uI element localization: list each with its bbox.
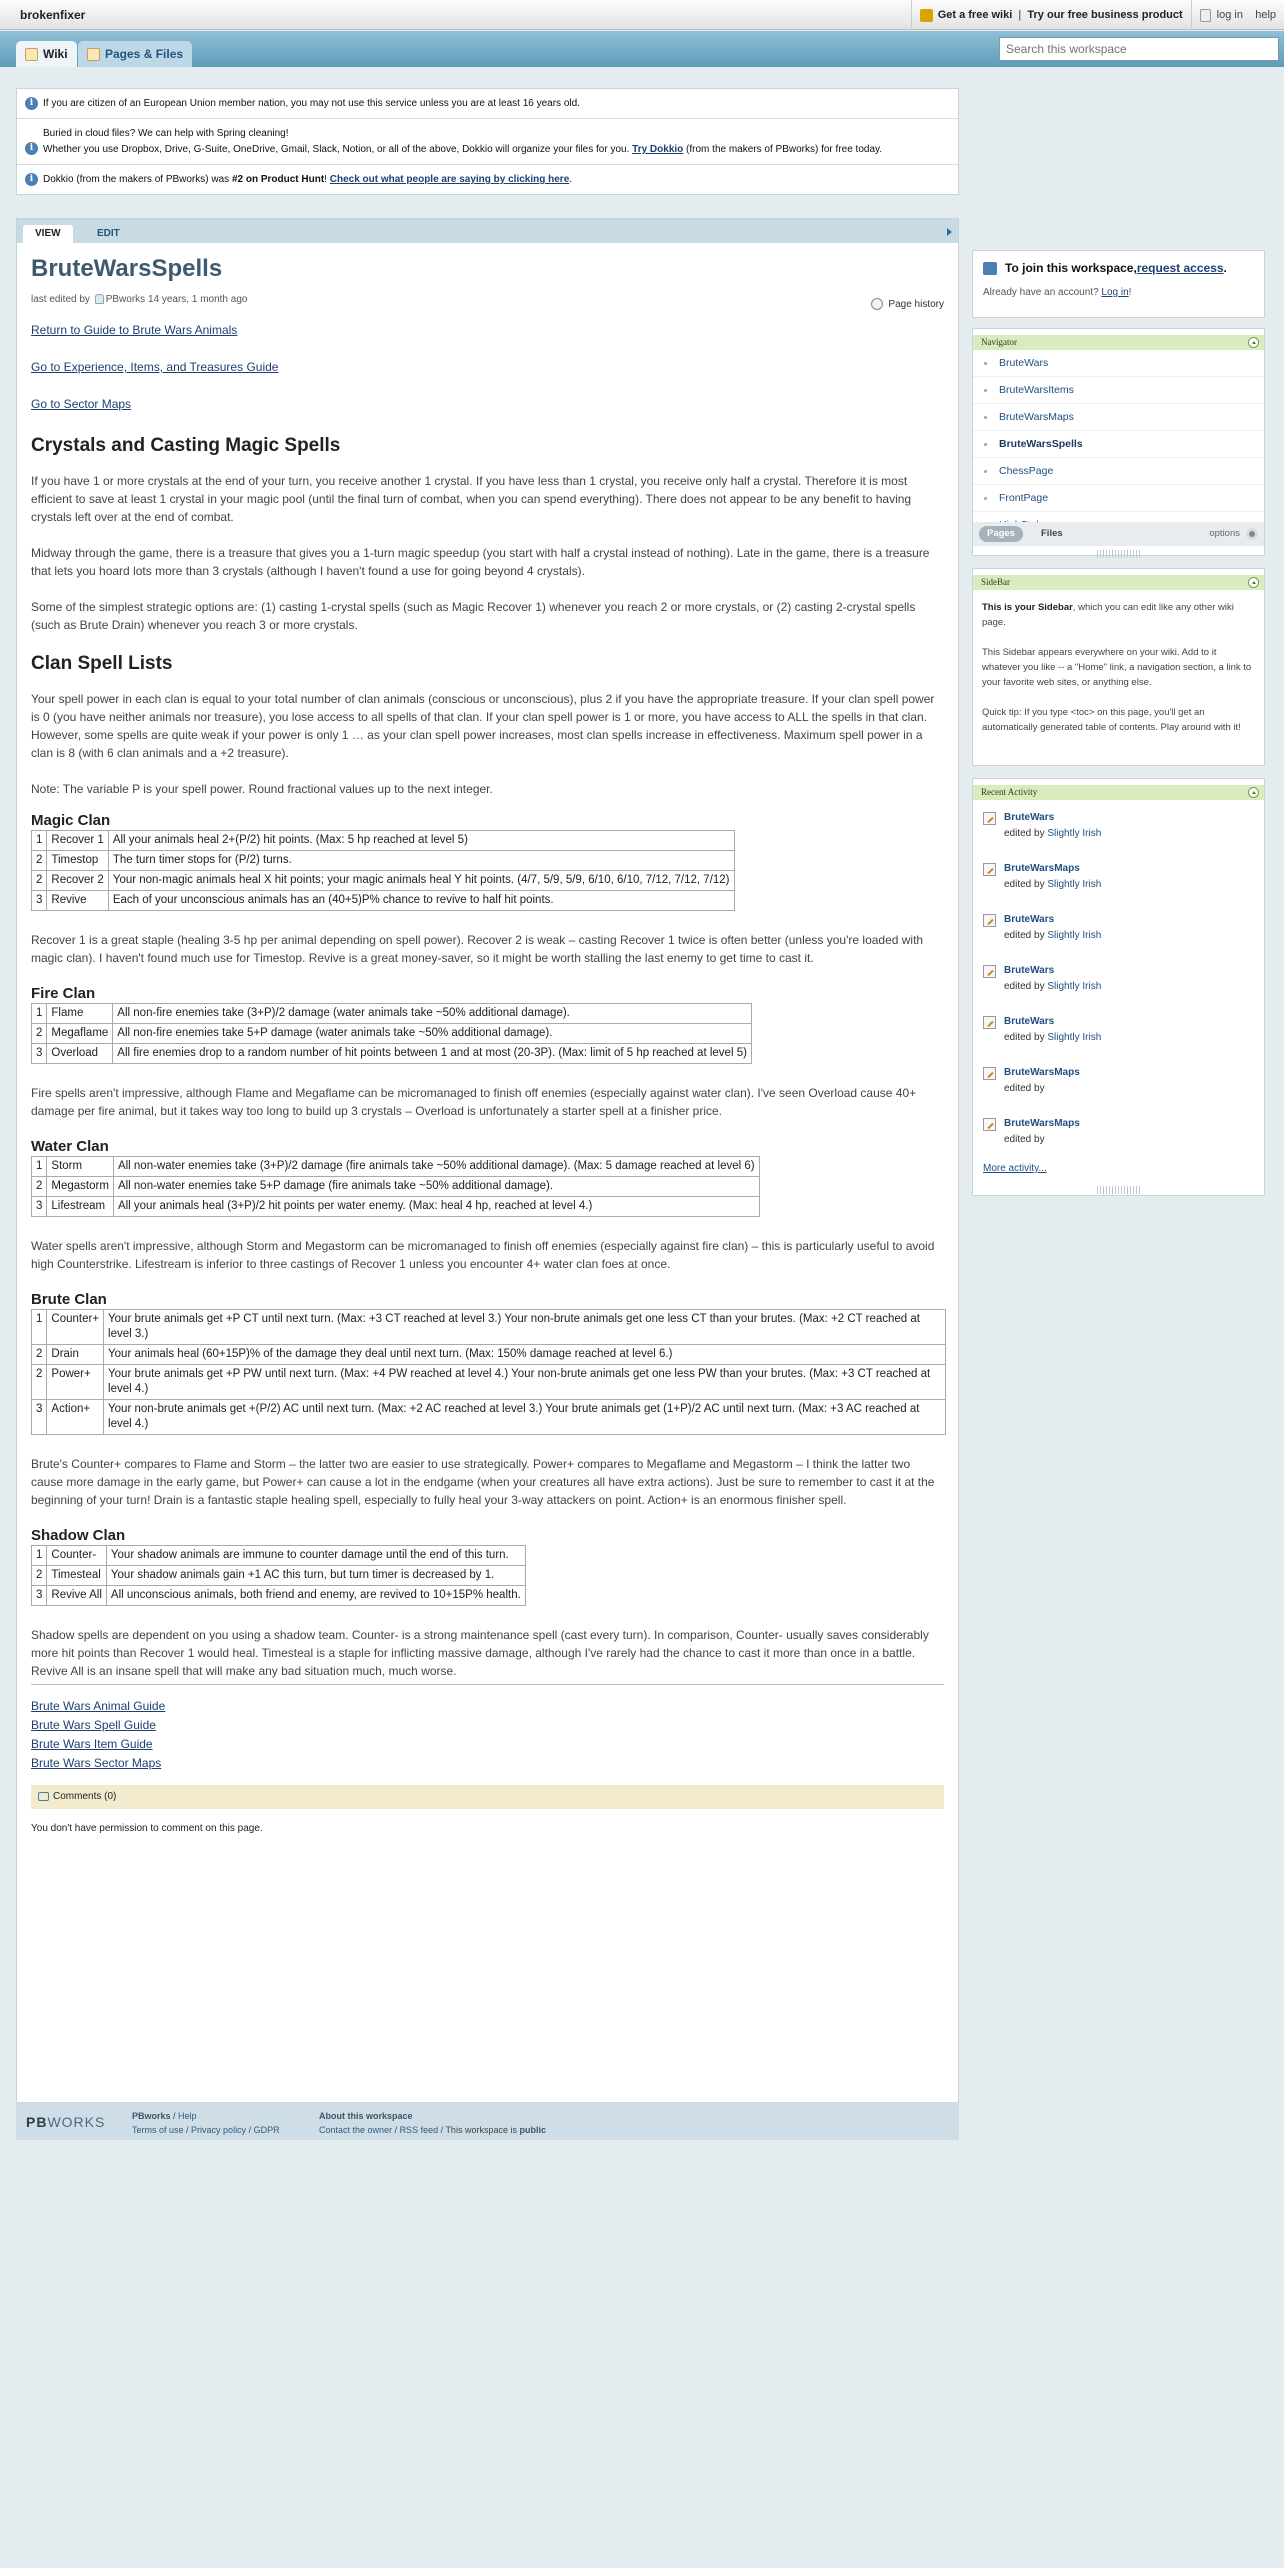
fire-clan-table bbox=[31, 1003, 752, 1064]
nav-item[interactable]: BruteWarsMaps bbox=[973, 404, 1264, 431]
terms-link[interactable]: Terms of use bbox=[132, 2125, 184, 2135]
mode-bar bbox=[17, 219, 958, 243]
page-history-link[interactable]: Page history bbox=[871, 298, 944, 310]
heading-brute-clan: Brute Clan bbox=[31, 1291, 107, 1308]
folder-icon bbox=[87, 48, 100, 61]
divider bbox=[31, 1684, 944, 1685]
nav-item[interactable]: ChessPage bbox=[973, 458, 1264, 485]
activity-item: BruteWars edited by Slightly Irish bbox=[973, 1008, 1264, 1059]
collapse-icon[interactable] bbox=[1248, 787, 1259, 798]
tab-pages-files[interactable]: Pages & Files bbox=[78, 41, 192, 67]
edit-icon bbox=[983, 863, 996, 876]
login-group bbox=[1191, 0, 1284, 30]
activity-user-link[interactable]: Slightly Irish bbox=[1047, 981, 1102, 992]
shadow-clan-table bbox=[31, 1545, 526, 1606]
more-activity-link[interactable]: More activity... bbox=[983, 1163, 1047, 1174]
table-row: 2 Power+ Your brute animals get +P PW until next turn. (Max: +4 PW reached at level 4.) Your non-brute animals get one less PW than your brutes. (Max: +3 CT reached at level 4.) bbox=[32, 1365, 946, 1400]
table-row: 2 Timestop The turn timer stops for (P/2) turns. bbox=[32, 851, 735, 871]
table-row: 1 Counter- Your shadow animals are immune to counter damage until the end of this turn. bbox=[32, 1546, 526, 1566]
expand-arrow-icon[interactable] bbox=[947, 228, 952, 236]
footer-links-pbworks: PBworks / Help Terms of use / Privacy policy / GDPR bbox=[132, 2111, 280, 2135]
try-dokkio-link[interactable]: Try Dokkio bbox=[632, 144, 684, 155]
resize-grip[interactable] bbox=[1097, 550, 1141, 558]
footer bbox=[16, 2102, 959, 2140]
edit-icon bbox=[983, 1118, 996, 1131]
wiki-icon bbox=[25, 48, 38, 61]
heading-crystals: Crystals and Casting Magic Spells bbox=[31, 435, 341, 456]
item-guide-link[interactable]: Brute Wars Item Guide bbox=[31, 1737, 153, 1751]
main-panel bbox=[16, 218, 959, 2140]
recent-activity-panel bbox=[972, 778, 1265, 1196]
nav-item[interactable]: BruteWars bbox=[973, 350, 1264, 377]
resize-grip[interactable] bbox=[1097, 1186, 1141, 1194]
comment-icon bbox=[38, 1792, 49, 1801]
sidebar-header: SideBar bbox=[973, 575, 1264, 590]
user-icon bbox=[95, 294, 104, 304]
edit-icon bbox=[983, 1067, 996, 1080]
recent-activity-header: Recent Activity bbox=[973, 785, 1264, 800]
table-row: 3 Lifestream All your animals heal (3+P)/2 hit points per water enemy. (Max: heal 4 hp, reached at level 4.) bbox=[32, 1197, 760, 1217]
activity-user-link[interactable]: Slightly Irish bbox=[1047, 879, 1102, 890]
workspace-brand[interactable]: brokenfixer bbox=[20, 8, 86, 22]
login-link-sidebar[interactable]: Log in bbox=[1101, 287, 1129, 298]
free-wiki-link[interactable]: Get a free wiki | Try our free business product bbox=[911, 0, 1191, 30]
collapse-icon[interactable] bbox=[1248, 337, 1259, 348]
gdpr-link[interactable]: GDPR bbox=[253, 2125, 280, 2135]
activity-page-link[interactable]: BruteWars bbox=[1004, 965, 1055, 976]
view-tab[interactable]: VIEW bbox=[23, 225, 73, 243]
activity-page-link[interactable]: BruteWarsMaps bbox=[1004, 863, 1080, 874]
last-edited-user[interactable]: PBworks bbox=[105, 294, 146, 305]
edit-icon bbox=[983, 965, 996, 978]
guide-links bbox=[31, 1697, 944, 1773]
table-row: 1 Counter+ Your brute animals get +P CT until next turn. (Max: +3 CT reached at level 3.) Your non-brute animals get one less CT than your brutes. (Max: +2 CT reached at level 3.) bbox=[32, 1310, 946, 1345]
navigator-list bbox=[973, 350, 1264, 522]
info-icon: i bbox=[25, 142, 38, 155]
table-row: 2 Megastorm All non-water enemies take 5+P damage (fire animals take ~50% additional damage). bbox=[32, 1177, 760, 1197]
activity-page-link[interactable]: BruteWars bbox=[1004, 914, 1055, 925]
nav-item[interactable]: BruteWarsItems bbox=[973, 377, 1264, 404]
nav-tab-pages[interactable]: Pages bbox=[979, 526, 1023, 542]
heading-clan-spells: Clan Spell Lists bbox=[31, 653, 173, 674]
navigator-header: Navigator bbox=[973, 335, 1264, 350]
activity-item: BruteWarsMaps edited by Slightly Irish bbox=[973, 855, 1264, 906]
page-header bbox=[17, 243, 958, 310]
activity-item: BruteWars edited by Slightly Irish bbox=[973, 957, 1264, 1008]
sector-maps-link[interactable]: Go to Sector Maps bbox=[31, 397, 132, 411]
footer-links-workspace: About this workspace Contact the owner / RSS feed / This workspace is public bbox=[319, 2111, 546, 2135]
privacy-link[interactable]: Privacy policy bbox=[191, 2125, 247, 2135]
heading-shadow-clan: Shadow Clan bbox=[31, 1527, 126, 1544]
join-box: To join this workspace, request access . Already have an account? Log in! bbox=[972, 250, 1265, 318]
experience-guide-link[interactable]: Go to Experience, Items, and Treasures Guide bbox=[31, 360, 279, 374]
table-row: 2 Timesteal Your shadow animals gain +1 AC this turn, but turn timer is decreased by 1. bbox=[32, 1566, 526, 1586]
activity-item: BruteWarsMaps edited by bbox=[973, 1059, 1264, 1110]
page-title: BruteWarsSpells bbox=[31, 255, 223, 282]
table-row: 2 Megaflame All non-fire enemies take 5+P damage (water animals take ~50% additional damage). bbox=[32, 1024, 752, 1044]
edit-icon bbox=[983, 812, 996, 825]
pbworks-logo[interactable]: PBWORKS bbox=[26, 2114, 106, 2130]
gift-icon bbox=[920, 9, 933, 22]
comment-permission-text: You don't have permission to comment on this page. bbox=[31, 1823, 263, 1834]
spell-guide-link[interactable]: Brute Wars Spell Guide bbox=[31, 1718, 156, 1732]
animal-guide-link[interactable]: Brute Wars Animal Guide bbox=[31, 1699, 166, 1713]
activity-user-link[interactable]: Slightly Irish bbox=[1047, 828, 1102, 839]
business-product-link[interactable]: Try our free business product bbox=[1027, 9, 1183, 21]
collapse-icon[interactable] bbox=[1248, 577, 1259, 588]
activity-page-link[interactable]: BruteWars bbox=[1004, 812, 1055, 823]
magic-clan-table bbox=[31, 830, 735, 911]
heading-water-clan: Water Clan bbox=[31, 1138, 109, 1155]
table-row: 3 Revive All All unconscious animals, both friend and enemy, are revived to 10+15P% health. bbox=[32, 1586, 526, 1606]
activity-user-link[interactable]: Slightly Irish bbox=[1047, 930, 1102, 941]
comments-bar[interactable]: Comments (0) bbox=[31, 1785, 944, 1809]
info-icon: i bbox=[25, 173, 38, 186]
return-guide-link[interactable]: Return to Guide to Brute Wars Animals bbox=[31, 323, 238, 337]
tab-wiki[interactable]: Wiki bbox=[16, 41, 77, 67]
activity-item: BruteWarsMaps edited by bbox=[973, 1110, 1264, 1161]
login-link[interactable]: log in bbox=[1216, 9, 1243, 21]
table-row: 1 Flame All non-fire enemies take (3+P)/2 damage (water animals take ~50% additional damage). bbox=[32, 1004, 752, 1024]
top-bar bbox=[0, 0, 1284, 30]
notice-box bbox=[16, 88, 959, 195]
navigator-tabs bbox=[973, 522, 1264, 546]
sidebar-body: This is your Sidebar, which you can edit like any other wiki page. This Sidebar appears everywhere on your wiki. Add to it whatever you like -- a "Home" link, a navigation section, a link to your favorite web sites, or anything else. Quick tip: If you type <toc> on this page, you'll get an automatically generated table of contents. Play around with it! bbox=[982, 602, 1252, 733]
contact-owner-link[interactable]: Contact the owner bbox=[319, 2125, 393, 2135]
notice-dokkio: i Buried in cloud files? We can help with Spring cleaning! Whether you use Dropbox, Drive, G-Suite, OneDrive, Gmail, Slack, Notion, or all of the above, Dokkio will organize your files for you. Try Dokkio (from the makers of PBworks) for free today. bbox=[17, 118, 958, 164]
table-row: 2 Recover 2 Your non-magic animals heal X hit points; your magic animals heal Y hit points. (4/7, 5/9, 5/9, 6/10, 6/10, 7/12, 7/12, 7/12) bbox=[32, 871, 735, 891]
activity-page-link[interactable]: BruteWarsMaps bbox=[1004, 1067, 1080, 1078]
nav-item-current[interactable]: BruteWarsSpells bbox=[973, 431, 1264, 458]
nav-item[interactable]: FrontPage bbox=[973, 485, 1264, 512]
table-row: 1 Recover 1 All your animals heal 2+(P/2) hit points. (Max: 5 hp reached at level 5) bbox=[32, 831, 735, 851]
water-clan-table bbox=[31, 1156, 760, 1217]
help-link[interactable]: help bbox=[1255, 9, 1276, 21]
nav-tab-files[interactable]: Files bbox=[1041, 528, 1063, 539]
heading-fire-clan: Fire Clan bbox=[31, 985, 96, 1002]
brute-clan-table bbox=[31, 1309, 946, 1435]
footer-pbworks-link[interactable]: PBworks bbox=[132, 2111, 171, 2121]
activity-page-link[interactable]: BruteWarsMaps bbox=[1004, 1118, 1080, 1129]
heading-magic-clan: Magic Clan bbox=[31, 812, 111, 829]
notice-eu: i If you are citizen of an European Union member nation, you may not use this service unless you are at least 16 years old. bbox=[17, 89, 958, 118]
activity-page-link[interactable]: BruteWars bbox=[1004, 1016, 1055, 1027]
clock-icon bbox=[871, 298, 883, 310]
activity-item: BruteWars edited by Slightly Irish bbox=[973, 804, 1264, 855]
edit-icon bbox=[983, 1016, 996, 1029]
sidebar-panel bbox=[972, 568, 1265, 766]
navigator-panel bbox=[972, 328, 1265, 556]
megaphone-icon bbox=[983, 262, 997, 275]
footer-help-link[interactable]: Help bbox=[178, 2111, 197, 2121]
rss-feed-link[interactable]: RSS feed bbox=[399, 2125, 439, 2135]
edit-icon bbox=[983, 914, 996, 927]
page-content: Return to Guide to Brute Wars Animals Go to Experience, Items, and Treasures Guide Go to Sector Maps Crystals and Casting Magic Spells If you have 1 or more crystals at the end of your turn, you receive another 1 crystal. If you have less than 1 crystal, you receive only half a crystal. Therefore it is most efficient to save at least 1 crystal in your magic pool (until the final turn of combat, when you can spend everything). There does not appear to be any benefit to having crystals left over at the end of combat. Midway through the game, there is a treasure that gives you a 1-turn magic speedup (you start with half a crystal instead of nothing). Late in the game, there is a treasure that lets you hoard lots more than 3 crystals (although I haven't found a use for going beyond 4 crystals). Some of the simplest strategic options are: (1) casting 1-crystal spells (such as Magic Recover 1) whenever you reach 2 or more crystals, or (2) casting 2-crystal spells (such as Brute Drain) whenever you reach 3 or more crystals. Clan Spell Lists Your spell power in each clan is equal to your total number of clan animals (conscious or unconscious), plus 2 if you have the appropriate treasure. If your clan spell power is 0 (you have neither animals nor treasure), you lose access to all spells of that clan. If your clan spell power is 1 or more, you have access to ALL the spells in that clan. However, some spells are quite weak if your power is only 1 … as your clan spell power increases, most clan spells increase in effectiveness. Maximum spell power in a clan is 8 (with 6 clan animals and a +2 treasure). Note: The variable P is your spell power. Round fractional values up to the next integer. Magic Clan 1 Recover 1 All your animals heal 2+(P/2) hit points. (Max: 5 hp reached at level 5) 2 Timestop The turn timer stops for (P/2) turns. 2 Recover 2 Your non-magic animals heal X hit points; your magic animals heal Y hit points. (4/7, 5/9, 5/9, 6/10, 6/10, 7/12, 7/12, 7/12) 3 Revive Each of your unconscious animals has an (40+5)P% chance to revive to half hit points. Recover 1 is a great staple (healing 3-5 hp per animal depending on spell power). Recover 2 is weak – casting Recover 1 twice is often better (unless you're loaded with magic clan). I haven't found much use for Timestop. Revive is a great money-saver, so it might be worth stalling the last enemy to get time to cast it. Fire Clan 1 Flame All non-fire enemies take (3+P)/2 damage (water animals take ~50% additional damage). 2 Megaflame All non-fire enemies take 5+P damage (water animals take ~50% additional damage). 3 Overload All fire enemies drop to a random number of hit points between 1 and at most (20-3P). (Max: limit of 5 hp reached at level 5) Fire spells aren't impressive, although Flame and Megaflame can be micromanaged to finish off enemies (especially against water clan). I've seen Overload cause 40+ damage per fire animal, but it takes way too long to build up 3 crystals – Overload is unfortunately a starter spell at a finisher price. Water Clan 1 Storm All non-water enemies take (3+P)/2 damage (fire animals take ~50% additional damage). (Max: 5 damage reached at level 6) 2 Megastorm All non-water enemies take 5+P damage (fire animals take ~50% additional damage). 3 Lifestream All your animals heal (3+P)/2 hit points per water enemy. (Max: heal 4 hp, reached at level 4.) Water spells aren't impressive, although Storm and Megastorm can be micromanaged to finish off enemies (especially against fire clan) – this is particularly useful to avoid high Counterstrike. Lifestream is inferior to three castings of Recover 1 unless you encounter 4+ water clan foes at once. Brute Clan 1 Counter+ Your brute animals get +P CT until next turn. (Max: +3 CT reached at level 3.) Your non-brute animals get one less CT than your brutes. (Max: +2 CT reached at level 3.) 2 Drain Your animals heal (60+15P)% of the damage they deal until next turn. (Max: 150% damage reached at level 6.) 2 Power+ Your brute animals get +P PW until next turn. (Max: +4 PW reached at level 4.) Your non-brute animals get one less PW than your brutes. (Max: +3 CT reached at level 4.) 3 Action+ Your non-brute animals get +(P/2) AC until next turn. (Max: +2 AC reached at level 3.) Your brute animals get (1+P)/2 AC until next turn. (Max: +3 AC reached at level 4.) Brute's Counter+ compares to Flame and Storm – the latter two are easier to use strategically. Power+ compares to Megaflame and Megastorm – I think the latter two cause more damage in the early game, but Power+ can cause a lot in the endgame (when your creatures all have extra actions). Just be sure to remember to cast it at the beginning of your turn! Drain is a fantastic staple healing spell, especially to fully heal your 3-way attackers on point. Action+ is an enormous finisher spell. Shadow Clan 1 Counter- Your shadow animals are immune to counter damage until the end of this turn. 2 Timesteal Your shadow animals gain +1 AC this turn, but turn timer is decreased by 1. 3 Revive All All unconscious animals, both friend and enemy, are revived to 10+15P% health. Shadow spells are dependent on you using a shadow team. Counter- is a strong maintenance spell (cast every turn). In comparison, Counter- usually saves considerably more hit points than Recover 1 would heal. Timesteal is a staple for inflicting massive damage, although I've rarely had the chance to cast it more than once in a battle. Revive All is an insane spell that will make any bad situation much, much worse. Brute Wars Animal Guide Brute Wars Spell Guide Brute Wars Item Guide Brute Wars Sector Maps bbox=[17, 307, 958, 1773]
info-icon: i bbox=[25, 97, 38, 110]
sector-maps-guide-link[interactable]: Brute Wars Sector Maps bbox=[31, 1756, 162, 1770]
notice-product-hunt: i Dokkio (from the makers of PBworks) was #2 on Product Hunt! Check out what people are saying by clicking here. bbox=[17, 164, 958, 194]
table-row: 3 Revive Each of your unconscious animals has an (40+5)P% chance to revive to half hit points. bbox=[32, 891, 735, 911]
activity-user-link[interactable]: Slightly Irish bbox=[1047, 1032, 1102, 1043]
table-row: 3 Action+ Your non-brute animals get +(P/2) AC until next turn. (Max: +2 AC reached at level 3.) Your brute animals get (1+P)/2 AC until next turn. (Max: +3 AC reached at level 4.) bbox=[32, 1400, 946, 1435]
edit-tab[interactable]: EDIT bbox=[97, 228, 120, 239]
product-hunt-link[interactable]: Check out what people are saying by clicking here bbox=[329, 174, 570, 185]
search-input[interactable] bbox=[999, 37, 1279, 61]
top-right-links bbox=[911, 0, 1284, 30]
lock-icon bbox=[1200, 9, 1211, 22]
last-edited: last edited by PBworks 14 years, 1 month ago bbox=[31, 294, 248, 305]
table-row: 1 Storm All non-water enemies take (3+P)/2 damage (fire animals take ~50% additional damage). (Max: 5 damage reached at level 6) bbox=[32, 1157, 760, 1177]
nav-options[interactable]: options bbox=[1209, 528, 1240, 539]
table-row: 3 Overload All fire enemies drop to a random number of hit points between 1 and at most (20-3P). (Max: limit of 5 hp reached at level 5) bbox=[32, 1044, 752, 1064]
gear-icon[interactable] bbox=[1246, 528, 1258, 540]
table-row: 2 Drain Your animals heal (60+15P)% of the damage they deal until next turn. (Max: 150% damage reached at level 6.) bbox=[32, 1345, 946, 1365]
request-access-link[interactable]: request access bbox=[1136, 261, 1224, 275]
activity-item: BruteWars edited by Slightly Irish bbox=[973, 906, 1264, 957]
